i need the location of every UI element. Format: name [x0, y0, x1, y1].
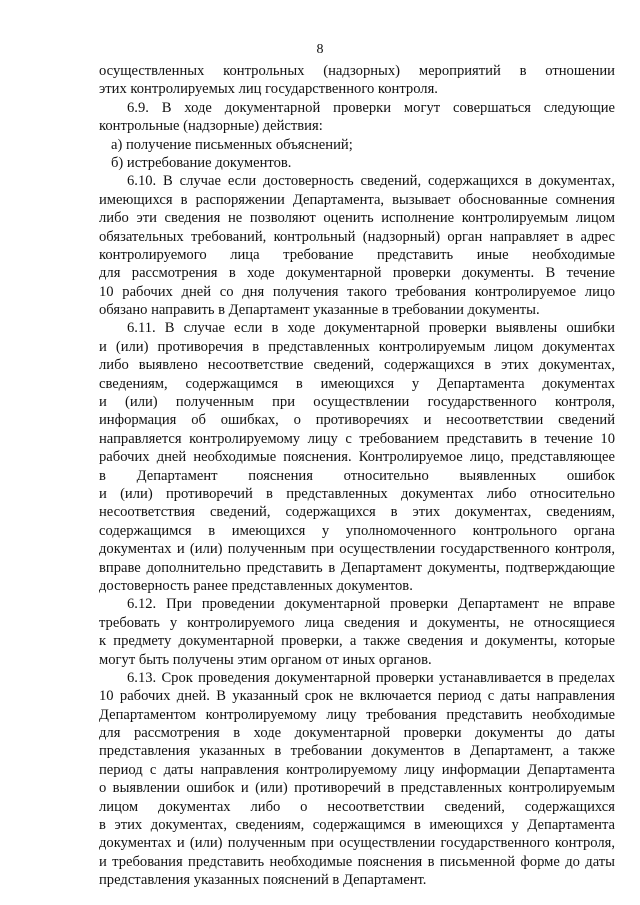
text-line: контрольные (надзорные) действия: [99, 118, 323, 135]
text-line: обязательных требований, контрольный (надзорный) орган направляет в адрес [99, 228, 615, 245]
text-line: этих контролируемых лиц государственного контроля. [99, 81, 438, 98]
text-line: требовать у контролируемого лица сведения и документы, не относящиеся [99, 614, 615, 631]
text-line: направляется контролируемому лицу с требованием представить в течение 10 [99, 430, 615, 447]
paragraph-6-12-start: 6.12. При проведении документарной проверки Департамент не вправе [127, 596, 615, 613]
text-line: документах и (или) полученным при осуществлении государственного контроля, [99, 835, 615, 852]
text-line: и требования представить необходимые пояснения в письменной форме до даты [99, 853, 615, 870]
text-line: достоверность ранее представленных документов. [99, 577, 413, 594]
text-line: лицом документах либо о несоответствии сведений, содержащихся [99, 798, 615, 815]
text-line: несоответствия сведений, содержащихся в этих документах, сведениям, [99, 504, 615, 521]
text-line: могут быть получены этим органом от иных органов. [99, 651, 432, 668]
text-line: 10 рабочих дней со дня получения такого требования контролируемое лицо [99, 283, 615, 300]
text-line: в этих документах, сведениям, содержащимся в имеющихся у Департамента [99, 817, 615, 834]
text-line: контролируемого лица требование представить иные необходимые [99, 246, 615, 263]
paragraph-6-13-start: 6.13. Срок проведения документарной проверки устанавливается в пределах [127, 669, 615, 686]
text-line: к предмету документарной проверки, а также сведения и документы, которые [99, 633, 615, 650]
text-line: для рассмотрения в ходе документарной проверки документы до даты [99, 725, 615, 742]
text-line: рабочих дней необходимые пояснения. Контролируемое лицо, представляющее [99, 449, 615, 466]
text-line: осуществленных контрольных (надзорных) мероприятий в отношении [99, 63, 615, 79]
text-line: в Департамент пояснения относительно выявленных ошибок [99, 467, 615, 484]
text-line: сведениям, содержащимся в имеющихся у Департамента документах [99, 375, 615, 392]
text-line: представления указанных пояснений в Департамент. [99, 872, 427, 889]
paragraph-6-10-start: 6.10. В случае если достоверность сведений, содержащихся в документах, [127, 173, 615, 190]
text-line: обязано направить в Департамент указанные в требовании документы. [99, 302, 540, 319]
text-line: информация об ошибках, о противоречиях и несоответствии сведений [99, 412, 615, 429]
body-text [99, 62, 615, 890]
text-line: имеющихся в распоряжении Департамента, вызывает обоснованные сомнения [99, 191, 615, 208]
paragraph-6-9-start: 6.9. В ходе документарной проверки могут совершаться следующие [127, 99, 615, 116]
text-line: 10 рабочих дней. В указанный срок не включается период с даты направления [99, 688, 615, 705]
text-line: и (или) противоречий в представленных документах либо относительно [99, 485, 615, 502]
text-line: и (или) полученным при осуществлении государственного контроля, [99, 394, 615, 411]
text-line: о выявлении ошибок и (или) противоречий в представленных контролируемым [99, 780, 615, 797]
text-line: либо выявлено несоответствие сведений, содержащихся в этих документах, [99, 357, 615, 374]
text-line: содержащимся в имеющихся у уполномоченного контрольного органа [99, 522, 615, 539]
text-line: период с даты направления контролируемому лицу информации Департамента [99, 761, 615, 778]
paragraph-6-11-start: 6.11. В случае если в ходе документарной проверки выявлены ошибки [127, 320, 615, 337]
list-item-a: а) получение письменных объяснений; [111, 136, 353, 153]
text-line: для рассмотрения в ходе документарной проверки документы. В течение [99, 265, 615, 282]
text-line: Департаментом контролируемому лицу требования представить необходимые [99, 706, 615, 723]
list-item-b: б) истребование документов. [111, 154, 292, 171]
text-line: либо эти сведения не позволяют оценить исполнение контролируемым лицом [99, 210, 615, 227]
text-line: документах и (или) полученным при осуществлении государственного контроля, [99, 541, 615, 558]
page-number: 8 [316, 42, 324, 57]
text-line: и (или) противоречия в представленных контролируемым лицом документах [99, 338, 615, 355]
text-line: представления указанных в требовании документов в Департамент, а также [99, 743, 615, 760]
text-line: вправе дополнительно представить в Департамент документы, подтверждающие [99, 559, 615, 576]
